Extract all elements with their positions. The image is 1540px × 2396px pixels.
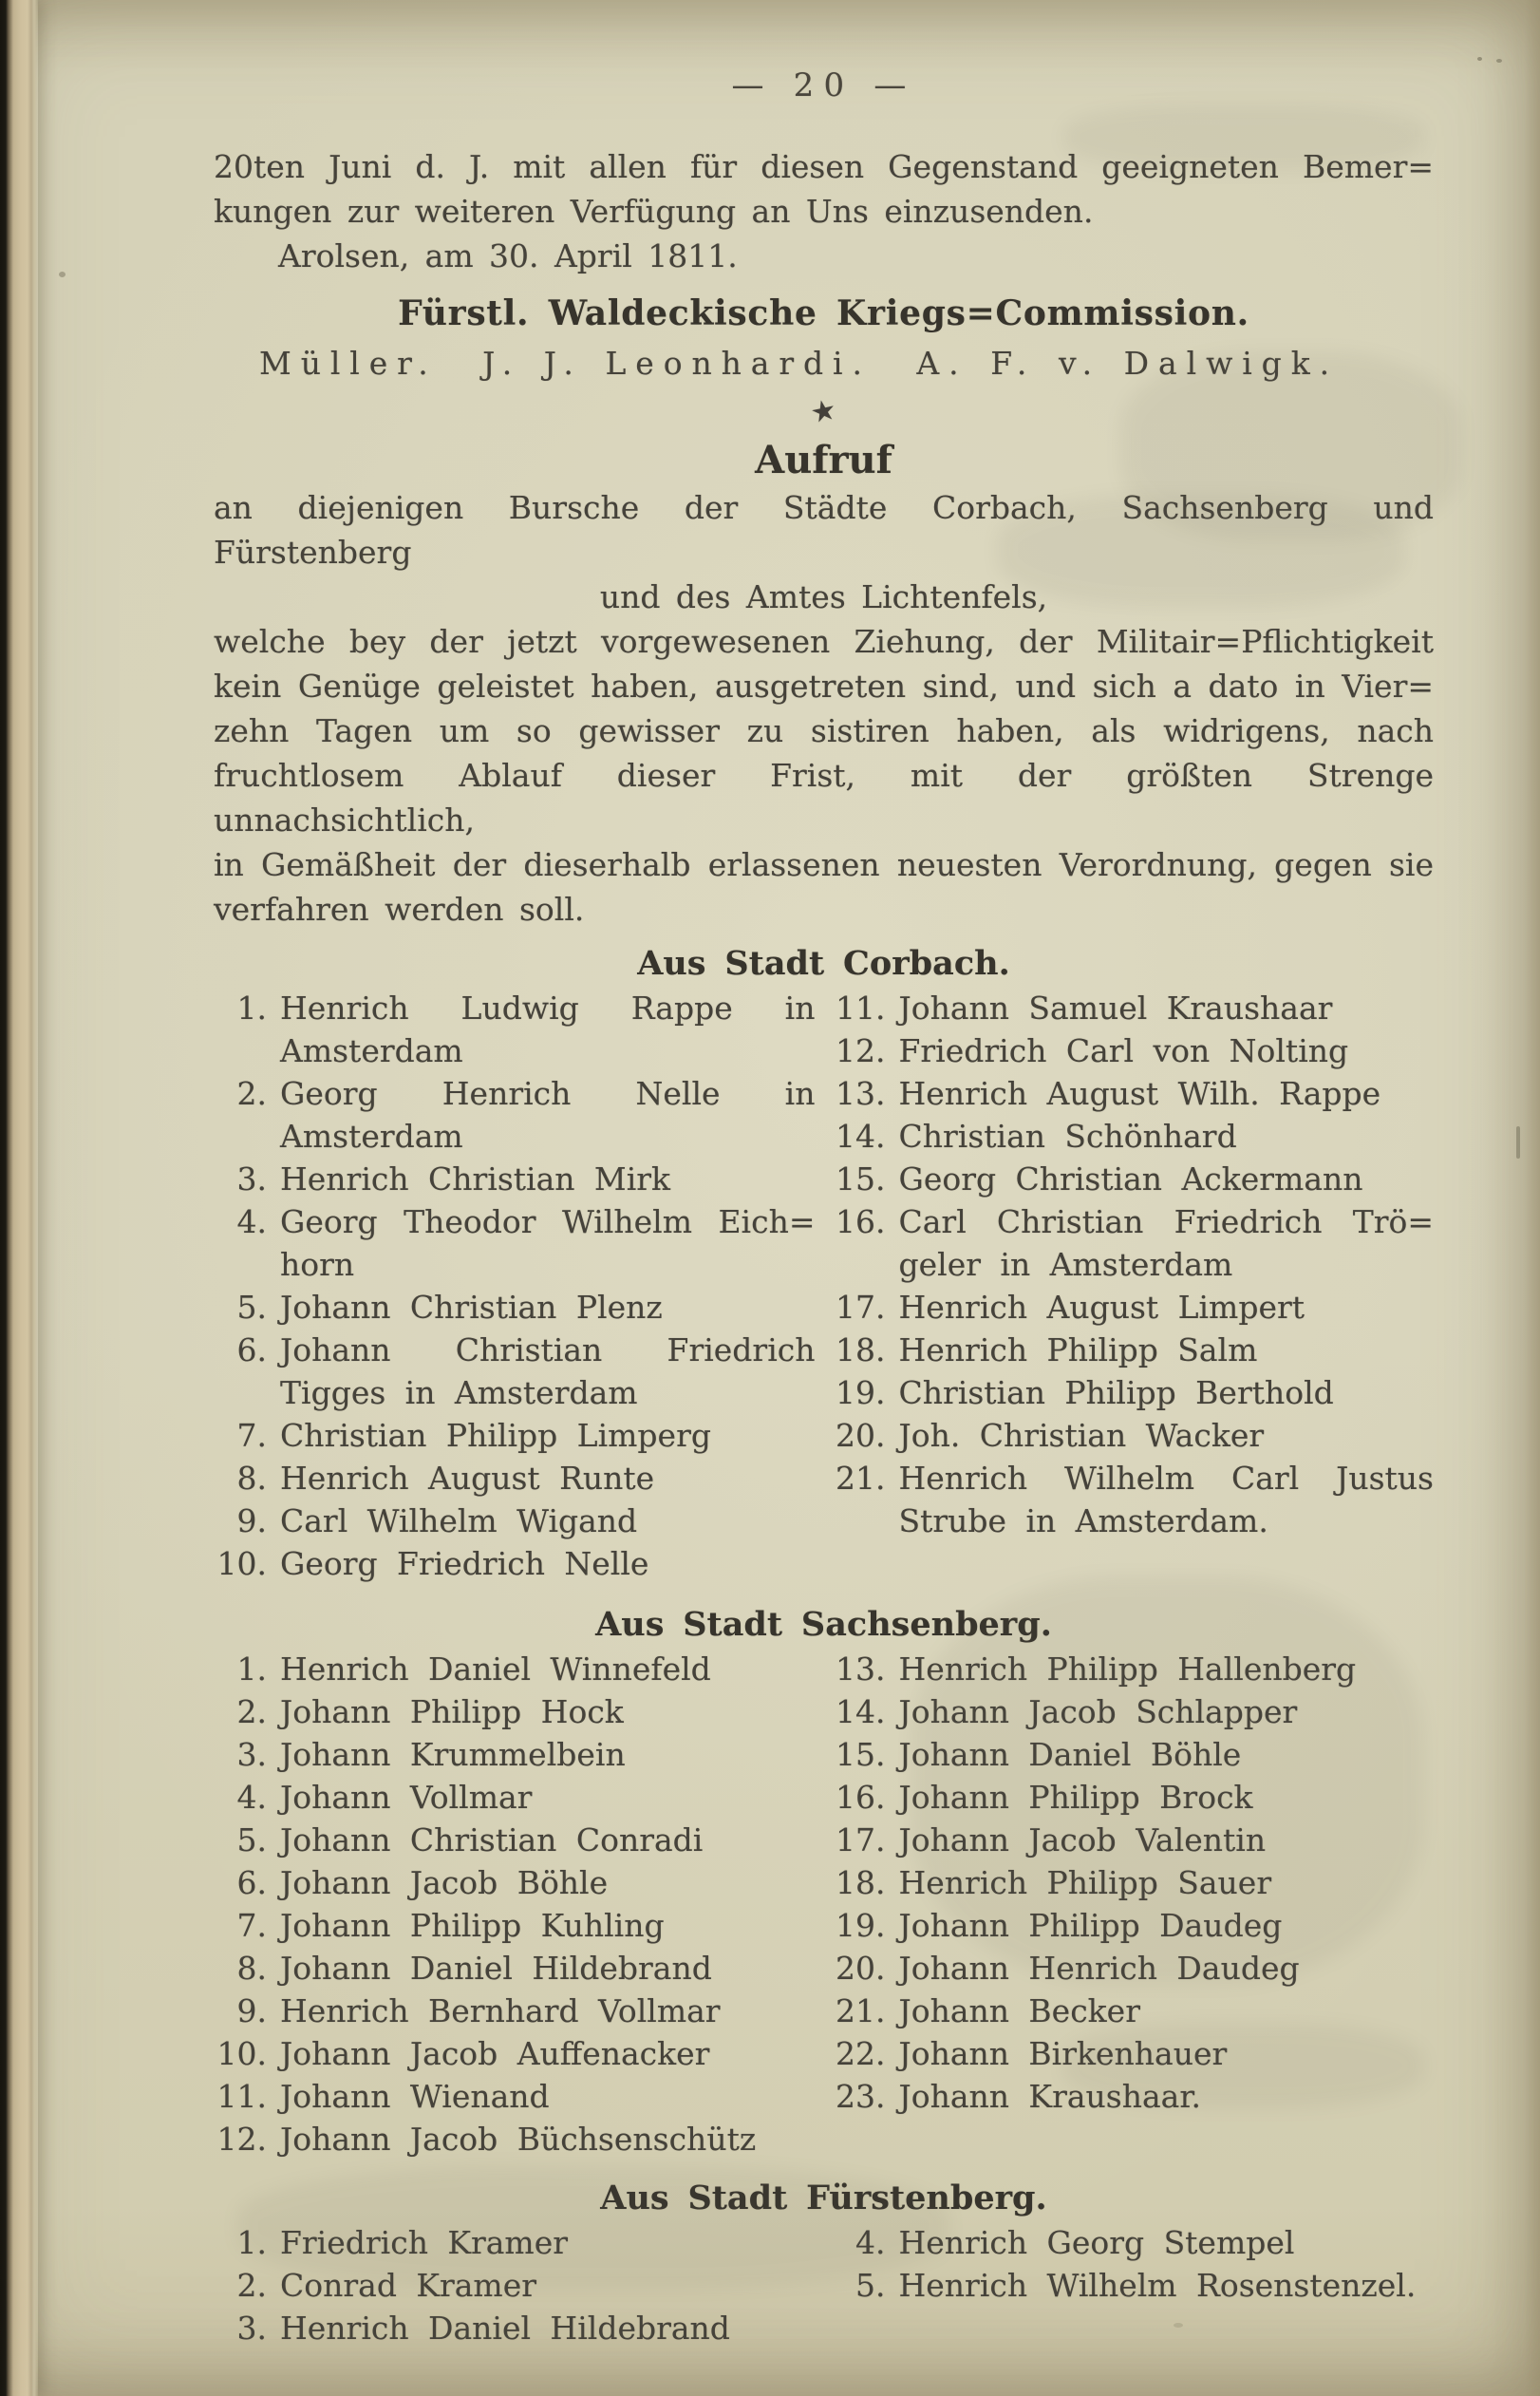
list-item <box>214 1904 816 1947</box>
list-item <box>214 1500 816 1542</box>
intro-paragraph <box>214 144 1434 234</box>
list-item <box>214 2307 816 2349</box>
entry-name <box>280 1072 816 1158</box>
entry-number: 2. <box>236 1693 267 1730</box>
entry-name <box>280 2307 816 2349</box>
list-item <box>833 1200 1435 1286</box>
signature-dalwigk: A. F. v. Dalwigk. <box>916 345 1339 382</box>
page-number: — 20 — <box>731 66 916 104</box>
text-line: Henrich Daniel Hildebrand <box>280 2310 730 2347</box>
text-line: Henrich Georg Stempel <box>898 2224 1295 2261</box>
entry-name <box>280 2032 816 2075</box>
text-line: Friedrich Carl von Nolting <box>898 1032 1349 1069</box>
text-line: Johann Christian Conradi <box>280 1821 704 1858</box>
entry-name <box>899 1286 1435 1329</box>
section-sachsenberg <box>214 1602 1434 2160</box>
text-line: horn <box>280 1246 355 1283</box>
entry-name <box>899 1648 1435 1690</box>
list-item <box>833 1990 1435 2032</box>
entry-number: 22. <box>836 2035 886 2072</box>
entry-number: 17. <box>836 1821 886 1858</box>
entry-number: 12. <box>216 2121 267 2158</box>
entry-name <box>899 2032 1435 2075</box>
list-item <box>833 1819 1435 1861</box>
list-item <box>214 1648 816 1690</box>
entry-name <box>280 2118 816 2160</box>
entry-number: 11. <box>836 990 886 1027</box>
list-column-left <box>214 987 816 1585</box>
section-heading-sachsenberg: Aus Stadt Sachsenberg. <box>595 1605 1052 1644</box>
list-item <box>214 2075 816 2118</box>
text-line: zehn Tagen um so gewisser zu sistiren haben, als widrigens, nach <box>214 712 1434 749</box>
list-item <box>214 2032 816 2075</box>
text-line: Johann Jacob Böhle <box>280 1864 609 1901</box>
text-line: geler in Amsterdam <box>898 1246 1233 1283</box>
entry-number: 3. <box>236 1736 267 1773</box>
entry-name <box>899 1904 1435 1947</box>
entry-number: 1. <box>236 2224 267 2261</box>
entry-name <box>280 1329 816 1414</box>
entry-number: 21. <box>836 1992 886 2029</box>
list-item <box>833 1947 1435 1990</box>
entry-number: 3. <box>236 1160 267 1198</box>
signature-mueller: Müller. <box>259 345 438 382</box>
entry-number: 6. <box>236 1331 267 1368</box>
list-item <box>214 1457 816 1500</box>
entry-name <box>280 1819 816 1861</box>
text-line: Henrich Philipp Hallenberg <box>898 1651 1357 1688</box>
entry-number: 17. <box>836 1289 886 1326</box>
list-item <box>833 987 1435 1029</box>
address-line: an diejenigen Bursche der Städte Corbach, Sachsenberg und Fürstenberg <box>214 489 1434 571</box>
entry-name <box>280 1286 816 1329</box>
address-line-2: und des Amtes Lichtenfels, <box>599 578 1048 615</box>
list-item <box>833 1861 1435 1904</box>
text-line: Henrich August Limpert <box>898 1289 1305 1326</box>
text-line: Carl Christian Friedrich Trö= <box>898 1203 1434 1240</box>
entry-number: 14. <box>836 1118 886 1155</box>
text-line: Henrich Christian Mirk <box>280 1160 671 1198</box>
list-item <box>833 1286 1435 1329</box>
text-line: Henrich Wilhelm Rosenstenzel. <box>898 2267 1417 2304</box>
section-corbach <box>214 941 1434 1585</box>
entry-number: 20. <box>836 1950 886 1987</box>
entry-name <box>899 2075 1435 2118</box>
entry-name <box>899 2221 1435 2264</box>
entry-name <box>280 2264 816 2307</box>
entry-number: 16. <box>836 1779 886 1816</box>
text-line: Henrich Bernhard Vollmar <box>280 1992 721 2029</box>
list-item <box>214 1072 816 1158</box>
list-item <box>214 1990 816 2032</box>
list-item <box>214 1776 816 1819</box>
star-glyph: ★ <box>807 392 840 431</box>
list-item <box>833 1329 1435 1371</box>
entry-number: 23. <box>836 2078 886 2115</box>
entry-number: 6. <box>236 1864 267 1901</box>
entry-name <box>280 1648 816 1690</box>
list-column-right <box>833 987 1435 1585</box>
text-line: Johann Wienand <box>280 2078 550 2115</box>
list-item <box>214 987 816 1072</box>
commission-title: Fürstl. Waldeckische Kriegs=Commission. <box>398 293 1249 333</box>
entry-number: 15. <box>836 1736 886 1773</box>
text-line: Henrich Wilhelm Carl Justus <box>898 1460 1434 1497</box>
text-line: Henrich August Wilh. Rappe <box>898 1075 1381 1112</box>
text-line: Amsterdam <box>280 1032 463 1069</box>
entry-number: 13. <box>836 1651 886 1688</box>
list-item <box>833 1158 1435 1200</box>
entry-number: 5. <box>236 1821 267 1858</box>
section-fuerstenberg <box>214 2176 1434 2349</box>
text-line: Johann Jacob Auffenacker <box>280 2035 710 2072</box>
entry-name <box>899 1819 1435 1861</box>
text-line: Georg Henrich Nelle in <box>280 1075 816 1112</box>
list-item <box>214 1286 816 1329</box>
entry-name <box>899 1947 1435 1990</box>
entry-name <box>899 1072 1435 1115</box>
entry-number: 10. <box>216 1545 267 1582</box>
entry-number: 9. <box>236 1992 267 2029</box>
text-line: kein Genüge geleistet haben, ausgetreten sind, und sich a dato in Vier= <box>214 668 1434 705</box>
text-line: Johann Jacob Valentin <box>898 1821 1267 1858</box>
text-line: Amsterdam <box>280 1118 463 1155</box>
list-item <box>214 1861 816 1904</box>
text-line: Henrich August Runte <box>280 1460 655 1497</box>
text-line: Georg Theodor Wilhelm Eich= <box>280 1203 816 1240</box>
entry-name <box>280 987 816 1072</box>
text-line: Joh. Christian Wacker <box>898 1417 1265 1454</box>
entry-name <box>280 1861 816 1904</box>
text-line: Johann Birkenhauer <box>898 2035 1228 2072</box>
list-item <box>833 1029 1435 1072</box>
entry-number: 18. <box>836 1864 886 1901</box>
entry-number: 7. <box>236 1417 267 1454</box>
list-column-right <box>833 2221 1435 2349</box>
text-line: Friedrich Kramer <box>280 2224 569 2261</box>
entry-name <box>899 1733 1435 1776</box>
list-column-left <box>214 2221 816 2349</box>
text-line: Christian Schönhard <box>898 1118 1237 1155</box>
entry-number: 5. <box>236 1289 267 1326</box>
text-line: Johann Christian Plenz <box>280 1289 663 1326</box>
text-line: Conrad Kramer <box>280 2267 537 2304</box>
entry-number: 13. <box>836 1075 886 1112</box>
list-item <box>833 2264 1435 2307</box>
entry-name <box>280 1990 816 2032</box>
entry-name <box>280 1542 816 1585</box>
list-item <box>833 1115 1435 1158</box>
section-heading-corbach: Aus Stadt Corbach. <box>637 944 1010 983</box>
list-item <box>833 1904 1435 1947</box>
signatures-row <box>214 337 1434 388</box>
text-line: kungen zur weiteren Verfügung an Uns einzusenden. <box>214 193 1094 230</box>
dateline: Arolsen, am 30. April 1811. <box>278 237 738 274</box>
text-line: Christian Philipp Berthold <box>898 1374 1334 1411</box>
entry-number: 21. <box>836 1460 886 1497</box>
entry-name <box>280 1690 816 1733</box>
entry-number: 19. <box>836 1374 886 1411</box>
entry-name <box>280 1776 816 1819</box>
aufruf-heading: Aufruf <box>755 438 892 482</box>
list-item <box>833 2032 1435 2075</box>
text-line: Johann Daniel Hildebrand <box>280 1950 712 1987</box>
entry-number: 10. <box>216 2035 267 2072</box>
entry-name <box>899 1776 1435 1819</box>
list-column-left <box>214 1648 816 2160</box>
entry-number: 9. <box>236 1502 267 1539</box>
entry-number: 8. <box>236 1950 267 1987</box>
entry-number: 15. <box>836 1160 886 1198</box>
entry-name <box>899 1690 1435 1733</box>
text-line: Johann Jacob Büchsenschütz <box>280 2121 757 2158</box>
list-item <box>214 2264 816 2307</box>
entry-number: 7. <box>236 1907 267 1944</box>
entry-number: 19. <box>836 1907 886 1944</box>
entry-name <box>899 1158 1435 1200</box>
text-line: Georg Friedrich Nelle <box>280 1545 649 1582</box>
entry-name <box>899 1861 1435 1904</box>
list-item <box>833 1371 1435 1414</box>
entry-name <box>899 2264 1435 2307</box>
list-item <box>214 1947 816 1990</box>
text-line: Johann Philipp Brock <box>898 1779 1253 1816</box>
entry-name <box>280 1457 816 1500</box>
text-line: Christian Philipp Limperg <box>280 1417 711 1454</box>
entry-name <box>899 987 1435 1029</box>
text-line: welche bey der jetzt vorgewesenen Ziehung, der Militair=Pflichtigkeit <box>214 623 1434 660</box>
text-line: Henrich Philipp Sauer <box>898 1864 1272 1901</box>
two-column-list <box>214 987 1434 1585</box>
text-line: Strube in Amsterdam. <box>898 1502 1268 1539</box>
list-item <box>214 1690 816 1733</box>
entry-number: 2. <box>236 2267 267 2304</box>
text-line: Johann Henrich Daudeg <box>898 1950 1300 1987</box>
entry-name <box>280 1414 816 1457</box>
list-item <box>214 1329 816 1414</box>
list-item <box>214 1819 816 1861</box>
text-line: Carl Wilhelm Wigand <box>280 1502 638 1539</box>
entry-name <box>899 1115 1435 1158</box>
entry-number: 1. <box>236 1651 267 1688</box>
entry-name <box>280 2221 816 2264</box>
entry-name <box>280 1733 816 1776</box>
text-line: verfahren werden soll. <box>214 891 585 928</box>
entry-name <box>280 1200 816 1286</box>
text-line: Johann Philipp Hock <box>280 1693 624 1730</box>
entry-name <box>899 1329 1435 1371</box>
text-line: 20ten Juni d. J. mit allen für diesen Gegenstand geeigneten Bemer= <box>214 148 1434 185</box>
entry-name <box>280 1500 816 1542</box>
entry-name <box>899 1414 1435 1457</box>
text-line: Johann Christian Friedrich <box>280 1331 816 1368</box>
list-item <box>833 1072 1435 1115</box>
entry-number: 3. <box>236 2310 267 2347</box>
text-line: Johann Jacob Schlapper <box>898 1693 1298 1730</box>
text-line: in Gemäßheit der dieserhalb erlassenen neuesten Verordnung, gegen sie <box>214 846 1434 883</box>
text-line: Georg Christian Ackermann <box>898 1160 1363 1198</box>
list-item <box>214 1200 816 1286</box>
entry-number: 18. <box>836 1331 886 1368</box>
entry-name <box>280 1947 816 1990</box>
list-item <box>214 1733 816 1776</box>
text-line: fruchtlosem Ablauf dieser Frist, mit der größten Strenge unnachsichtlich, <box>214 757 1434 839</box>
entry-number: 12. <box>836 1032 886 1069</box>
text-line: Johann Becker <box>898 1992 1140 2029</box>
signature-leonhardi: J. J. Leonhardi. <box>482 345 872 382</box>
list-item <box>833 2221 1435 2264</box>
entry-name <box>899 1371 1435 1414</box>
list-item <box>833 1690 1435 1733</box>
list-item <box>833 1457 1435 1542</box>
text-line: Johann Vollmar <box>280 1779 533 1816</box>
list-item <box>833 1648 1435 1690</box>
text-line: Henrich Ludwig Rappe in <box>280 990 816 1027</box>
entry-number: 11. <box>216 2078 267 2115</box>
list-item <box>833 1414 1435 1457</box>
list-item <box>214 2221 816 2264</box>
entry-name <box>280 1904 816 1947</box>
entry-number: 14. <box>836 1693 886 1730</box>
entry-number: 8. <box>236 1460 267 1497</box>
entry-number: 4. <box>236 1203 267 1240</box>
two-column-list <box>214 1648 1434 2160</box>
list-item <box>833 2075 1435 2118</box>
aufruf-body <box>214 619 1434 932</box>
list-item <box>833 1733 1435 1776</box>
list-item <box>214 1542 816 1585</box>
text-line: Henrich Daniel Winnefeld <box>280 1651 711 1688</box>
entry-name <box>899 1200 1435 1286</box>
entry-name <box>280 2075 816 2118</box>
entry-name <box>899 1457 1435 1542</box>
text-line: Johann Daniel Böhle <box>898 1736 1242 1773</box>
star-ornament <box>214 388 1434 436</box>
list-column-right <box>833 1648 1435 2160</box>
entry-number: 4. <box>855 2224 886 2261</box>
text-line: Johann Philipp Kuhling <box>280 1907 665 1944</box>
entry-number: 4. <box>236 1779 267 1816</box>
entry-number: 2. <box>236 1075 267 1112</box>
entry-name <box>899 1029 1435 1072</box>
list-item <box>214 1414 816 1457</box>
two-column-list <box>214 2221 1434 2349</box>
text-line: Johann Philipp Daudeg <box>898 1907 1283 1944</box>
list-item <box>833 1776 1435 1819</box>
entry-number: 5. <box>855 2267 886 2304</box>
text-line: Johann Samuel Kraushaar <box>898 990 1333 1027</box>
entry-number: 1. <box>236 990 267 1027</box>
text-line: Tigges in Amsterdam <box>280 1374 638 1411</box>
text-line: Henrich Philipp Salm <box>898 1331 1258 1368</box>
text-line: Johann Krummelbein <box>280 1736 626 1773</box>
list-item <box>214 1158 816 1200</box>
entry-number: 20. <box>836 1417 886 1454</box>
entry-name <box>280 1158 816 1200</box>
text-line: Johann Kraushaar. <box>898 2078 1201 2115</box>
entry-number: 16. <box>836 1203 886 1240</box>
entry-name <box>899 1990 1435 2032</box>
section-heading-fuerstenberg: Aus Stadt Fürstenberg. <box>600 2179 1047 2217</box>
list-item <box>214 2118 816 2160</box>
